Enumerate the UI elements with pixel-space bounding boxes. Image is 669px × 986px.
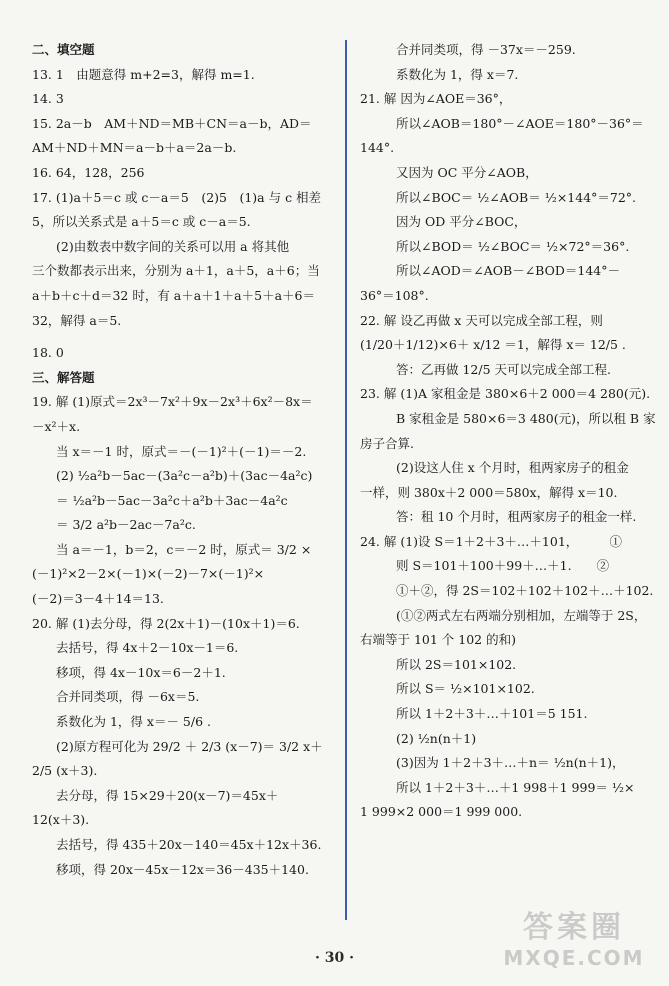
text-line: 1 999×2 000＝1 999 000. — [360, 804, 523, 820]
text-line: 17. (1)a＋5＝c 或 c－a＝5 (2)5 (1)a 与 c 相差 — [32, 189, 322, 205]
text-line: 移项，得 20x－45x－12x＝36－435＋140. — [56, 861, 309, 877]
text-line: 去括号，得 435＋20x－140＝45x＋12x＋36. — [56, 837, 322, 852]
text-line: 合并同类项，得 －6x＝5. — [56, 689, 200, 705]
page-number: · 30 · — [315, 950, 354, 966]
text-line: 24. 解 (1)设 S＝1＋2＋3＋…＋101， ① — [360, 533, 623, 549]
text-line: 房子合算. — [360, 435, 414, 451]
text-line: 因为 OD 平分∠BOC， — [396, 214, 527, 230]
text-line: 所以 1＋2＋3＋…＋1 998＋1 999＝ ½× — [396, 779, 635, 795]
text-line: 三、解答题 — [32, 369, 95, 385]
text-line: 所以∠BOC＝ ½∠AOB＝ ½×144°＝72°. — [396, 189, 637, 205]
text-line: 移项，得 4x－10x＝6－2＋1. — [56, 664, 226, 680]
text-line: 所以∠AOB＝180°－∠AOE＝180°－36°＝ — [396, 115, 644, 131]
text-line: 所以 1＋2＋3＋…＋101＝5 151. — [396, 706, 588, 722]
text-line: 系数化为 1，得 x＝7. — [396, 66, 519, 82]
text-line: －x²＋x. — [32, 418, 81, 434]
text-line: 合并同类项，得 －37x＝－259. — [396, 42, 576, 57]
text-line: 则 S＝101＋100＋99＋…＋1. ② — [396, 558, 610, 574]
text-line: a＋b＋c＋d＝32 时，有 a＋a＋1＋a＋5＋a＋6＝ — [32, 287, 315, 303]
text-line: 所以 2S＝101×102. — [396, 656, 517, 672]
text-line: 一样，则 380x＋2 000＝580x，解得 x＝10. — [360, 484, 618, 500]
text-line: (①②两式左右两端分别相加，左端等于 2S， — [396, 607, 647, 623]
text-line: ①＋②，得 2S＝102＋102＋102＋…＋102. — [396, 583, 654, 599]
text-line: 系数化为 1，得 x＝－ 5/6 . — [56, 714, 211, 730]
text-line: (2) ½n(n＋1) — [396, 730, 477, 746]
text-line: 32，解得 a＝5. — [32, 312, 122, 328]
text-line: 右端等于 101 个 102 的和) — [360, 632, 516, 648]
text-line: (－1)²×2－2×(－1)×(－2)－7×(－1)²× — [32, 566, 265, 582]
text-line: 5，所以关系式是 a＋5＝c 或 c－a＝5. — [32, 214, 251, 230]
text-line: 12(x＋3). — [32, 812, 90, 828]
text-line: 144°. — [360, 140, 395, 156]
text-line: (2) ½a²b－5ac－(3a²c－a²b)＋(3ac－4a²c) — [56, 468, 313, 484]
text-line: 23. 解 (1)A 家租金是 380×6＋2 000＝4 280(元). — [360, 386, 651, 402]
text-line: 二、填空题 — [32, 42, 95, 57]
text-line: 当 x＝－1 时，原式＝－(－1)²＋(－1)＝－2. — [56, 443, 307, 459]
text-line: 13. 1 由题意得 m+2=3，解得 m=1. — [32, 66, 255, 82]
text-line: (1/20＋1/12)×6＋ x/12 ＝1，解得 x＝ 12/5 . — [360, 337, 626, 353]
text-line: 21. 解 因为∠AOE＝36°， — [360, 91, 512, 107]
text-line: 所以 S＝ ½×101×102. — [396, 681, 535, 697]
left-column — [32, 38, 332, 882]
text-line: 36°＝108°. — [360, 287, 429, 303]
text-line: 答：乙再做 12/5 天可以完成全部工程. — [396, 361, 611, 377]
text-line: ＝ 3/2 a²b－2ac－7a²c. — [56, 517, 196, 533]
text-line: (3)因为 1＋2＋3＋…＋n＝ ½n(n＋1)， — [396, 755, 625, 771]
text-line: 去分母，得 15×29＋20(x－7)＝45x＋ — [56, 787, 279, 803]
column-divider — [345, 40, 347, 920]
text-line: 22. 解 设乙再做 x 天可以完成全部工程，则 — [360, 312, 603, 328]
text-line: 三个数都表示出来，分别为 a＋1，a＋5，a＋6；当 — [32, 263, 320, 279]
text-line: 15. 2a－b AM＋ND＝MB＋CN＝a－b，AD＝ — [32, 115, 312, 131]
text-line: 答：租 10 个月时，租两家房子的租金一样. — [396, 509, 637, 525]
text-line: (2)设这人住 x 个月时，租两家房子的租金 — [396, 460, 629, 476]
text-line: 又因为 OC 平分∠AOB， — [396, 164, 538, 180]
watermark-url: MXQE.COM — [503, 946, 645, 970]
text-line: 当 a＝－1，b＝2，c＝－2 时，原式＝ 3/2 × — [56, 541, 312, 557]
text-line: 所以∠AOD＝∠AOB－∠BOD＝144°－ — [396, 263, 620, 279]
text-line: 16. 64，128，256 — [32, 164, 145, 180]
text-line: AM＋ND＋MN＝a－b＋a＝2a－b. — [32, 140, 237, 156]
text-line: 所以∠BOD＝ ½∠BOC＝ ½×72°＝36°. — [396, 238, 630, 254]
text-line: 19. 解 (1)原式＝2x³－7x²＋9x－2x³＋6x²－8x＝ — [32, 394, 313, 410]
text-line: ＝ ½a²b－5ac－3a²c＋a²b＋3ac－4a²c — [56, 492, 288, 508]
right-column — [360, 38, 662, 825]
text-line: (2)由数表中数字间的关系可以用 a 将其他 — [56, 238, 290, 254]
text-line: 18. 0 — [32, 345, 64, 361]
watermark-logo — [489, 910, 659, 980]
text-line — [32, 333, 332, 341]
text-line: (－2)＝3－4＋14＝13. — [32, 591, 164, 607]
text-line: (2)原方程可化为 29/2 ＋ 2/3 (x－7)＝ 3/2 x＋ — [56, 738, 323, 754]
text-line: 20. 解 (1)去分母，得 2(2x＋1)－(10x＋1)＝6. — [32, 615, 300, 631]
watermark-text: 答案圈 — [523, 910, 625, 945]
text-line: 2/5 (x＋3). — [32, 763, 98, 779]
text-line: B 家租金是 580×6＝3 480(元)，所以租 B 家 — [396, 410, 656, 426]
text-line: 14. 3 — [32, 91, 64, 107]
text-line: 去括号，得 4x＋2－10x－1＝6. — [56, 640, 239, 656]
